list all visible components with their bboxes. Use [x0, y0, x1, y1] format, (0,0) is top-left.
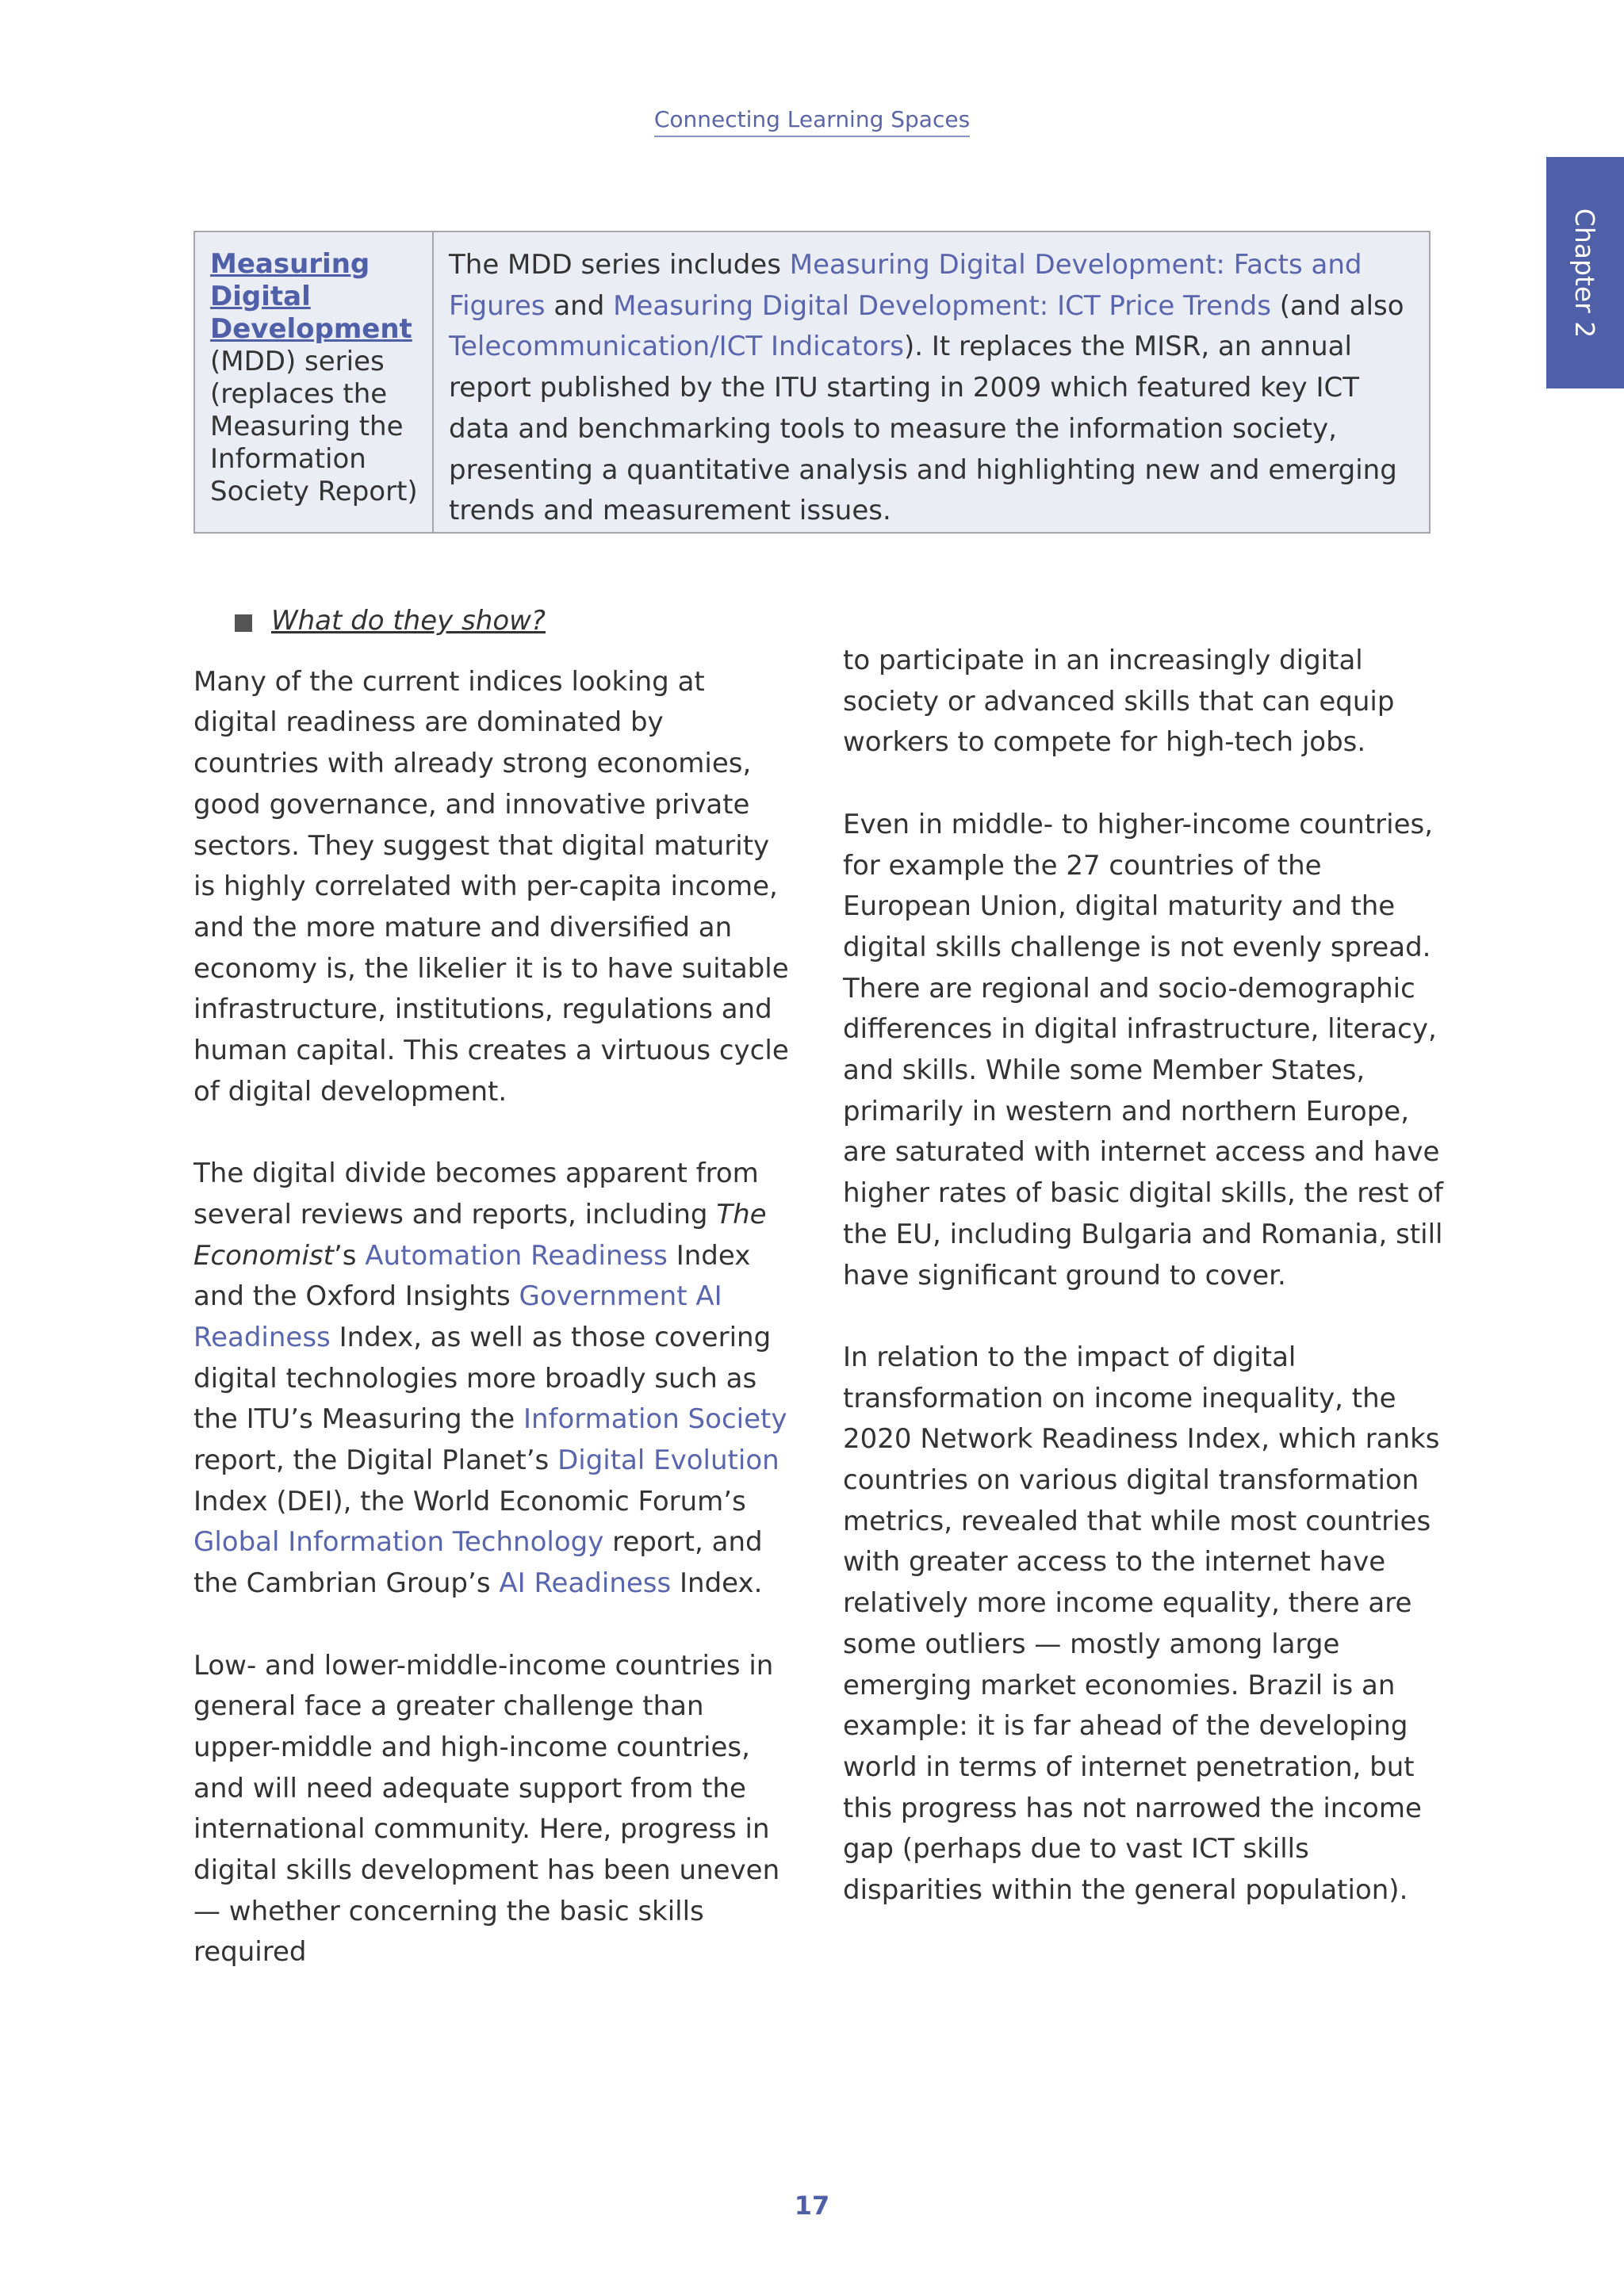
chapter-tab-label: Chapter 2 — [1569, 208, 1601, 338]
paragraph-text: Index and the Oxford Insights — [193, 1239, 751, 1313]
info-table-term-description: (MDD) series (replaces the Measuring the Information Society Report) — [210, 346, 418, 507]
digital-evolution-link[interactable]: Digital Evolution — [557, 1445, 779, 1477]
chapter-tab[interactable] — [1546, 157, 1624, 388]
paragraph-text: Index (DEI), the World Economic Forum’s — [193, 1485, 746, 1517]
mdd-series-link[interactable]: Measuring Digital Development — [210, 248, 412, 345]
right-paragraph-3: In relation to the impact of digital transformation on income inequality, the 2020 Network Readiness Index, which ranks countries on various digital transformation metrics, revealed that while most countries with greater access to the internet have relatively more income equality, there are some outliers — mostly among large emerging market economies. Brazil is an example: it is far ahead of the developing world in terms of internet penetration, but this progress has not narrowed the income gap (perhaps due to vast ICT skills disparities within the general population). — [843, 1341, 1440, 1907]
info-table — [193, 231, 1431, 534]
paragraph-text: report, and the Cambrian Group’s — [193, 1526, 763, 1600]
info-text: The MDD series includes — [449, 249, 790, 281]
paragraph-text: Index. — [671, 1567, 763, 1600]
facts-and-figures-link[interactable]: Measuring Digital Development: Facts and Figures — [449, 249, 1362, 322]
paragraph-text: Index, as well as those covering digital technologies more broadly such as the ITU’s Measuring the — [193, 1321, 772, 1436]
ai-readiness-link[interactable]: AI Readiness — [499, 1567, 672, 1600]
information-society-link[interactable]: Information Society — [523, 1403, 787, 1436]
info-table-term-cell — [195, 232, 434, 532]
paragraph-text: report, the Digital Planet’s — [193, 1445, 558, 1477]
right-column — [843, 641, 1446, 1911]
ict-indicators-link[interactable]: Telecommunication/ICT Indicators — [449, 331, 904, 363]
left-column — [193, 601, 796, 1973]
section-heading — [193, 601, 796, 642]
left-paragraph-3: Low- and lower-middle-income countries in general face a greater challenge than upper-middle and high-income countries, and will need adequate support from the international community. Here, progress in digital skills development has been uneven — whether concerning the basic skills required — [193, 1649, 780, 1969]
global-information-technology-link[interactable]: Global Information Technology — [193, 1526, 604, 1559]
section-heading-text: What do they show? — [271, 605, 546, 637]
paragraph-text: ’s — [333, 1239, 366, 1272]
info-text: ). It replaces the MISR, an annual report published by the ITU starting in 2009 which featured key ICT data and benchmarking tools to measure the information society, presenting a quantitative analysis and highlighting new and emerging trends and measurement issues. — [449, 331, 1397, 527]
page-number: 17 — [794, 2191, 830, 2221]
automation-readiness-link[interactable]: Automation Readiness — [365, 1239, 668, 1272]
square-bullet-icon — [235, 614, 252, 632]
left-paragraph-2 — [193, 1154, 796, 1605]
the-economist-title: The Economist — [193, 1198, 767, 1272]
running-header — [0, 106, 1624, 137]
running-header-link[interactable]: Connecting Learning Spaces — [654, 106, 970, 137]
paragraph-text: The digital divide becomes apparent from several reviews and reports, including — [193, 1158, 759, 1230]
left-paragraph-1: Many of the current indices looking at digital readiness are dominated by countries with already strong economies, good governance, and innovative private sectors. They suggest that digital maturity is highly correlated with per-capita income, and the more mature and diversified an economy is, the likelier it is to have suitable infrastructure, institutions, regulations and human capital. This creates a virtuous cycle of digital development. — [193, 665, 789, 1108]
right-paragraph-2: Even in middle- to higher-income countries, for example the 27 countries of the European Union, digital maturity and the digital skills challenge is not evenly spread. There are regional and socio-demographic differences in digital infrastructure, literacy, and skills. While some Member States, primarily in western and northern Europe, are saturated with internet access and have higher rates of basic digital skills, the rest of the EU, including Bulgaria and Romania, still have significant ground to cover. — [843, 808, 1443, 1292]
right-paragraph-1: to participate in an increasingly digital society or advanced skills that can equip workers to compete for high-tech jobs. — [843, 645, 1395, 759]
government-ai-readiness-link[interactable]: Government AI Readiness — [193, 1280, 722, 1353]
info-text: (and also — [1270, 289, 1404, 322]
ict-price-trends-link[interactable]: Measuring Digital Development: ICT Price Trends — [613, 289, 1271, 322]
info-text: and — [545, 289, 614, 322]
info-table-description-cell — [449, 245, 1420, 532]
